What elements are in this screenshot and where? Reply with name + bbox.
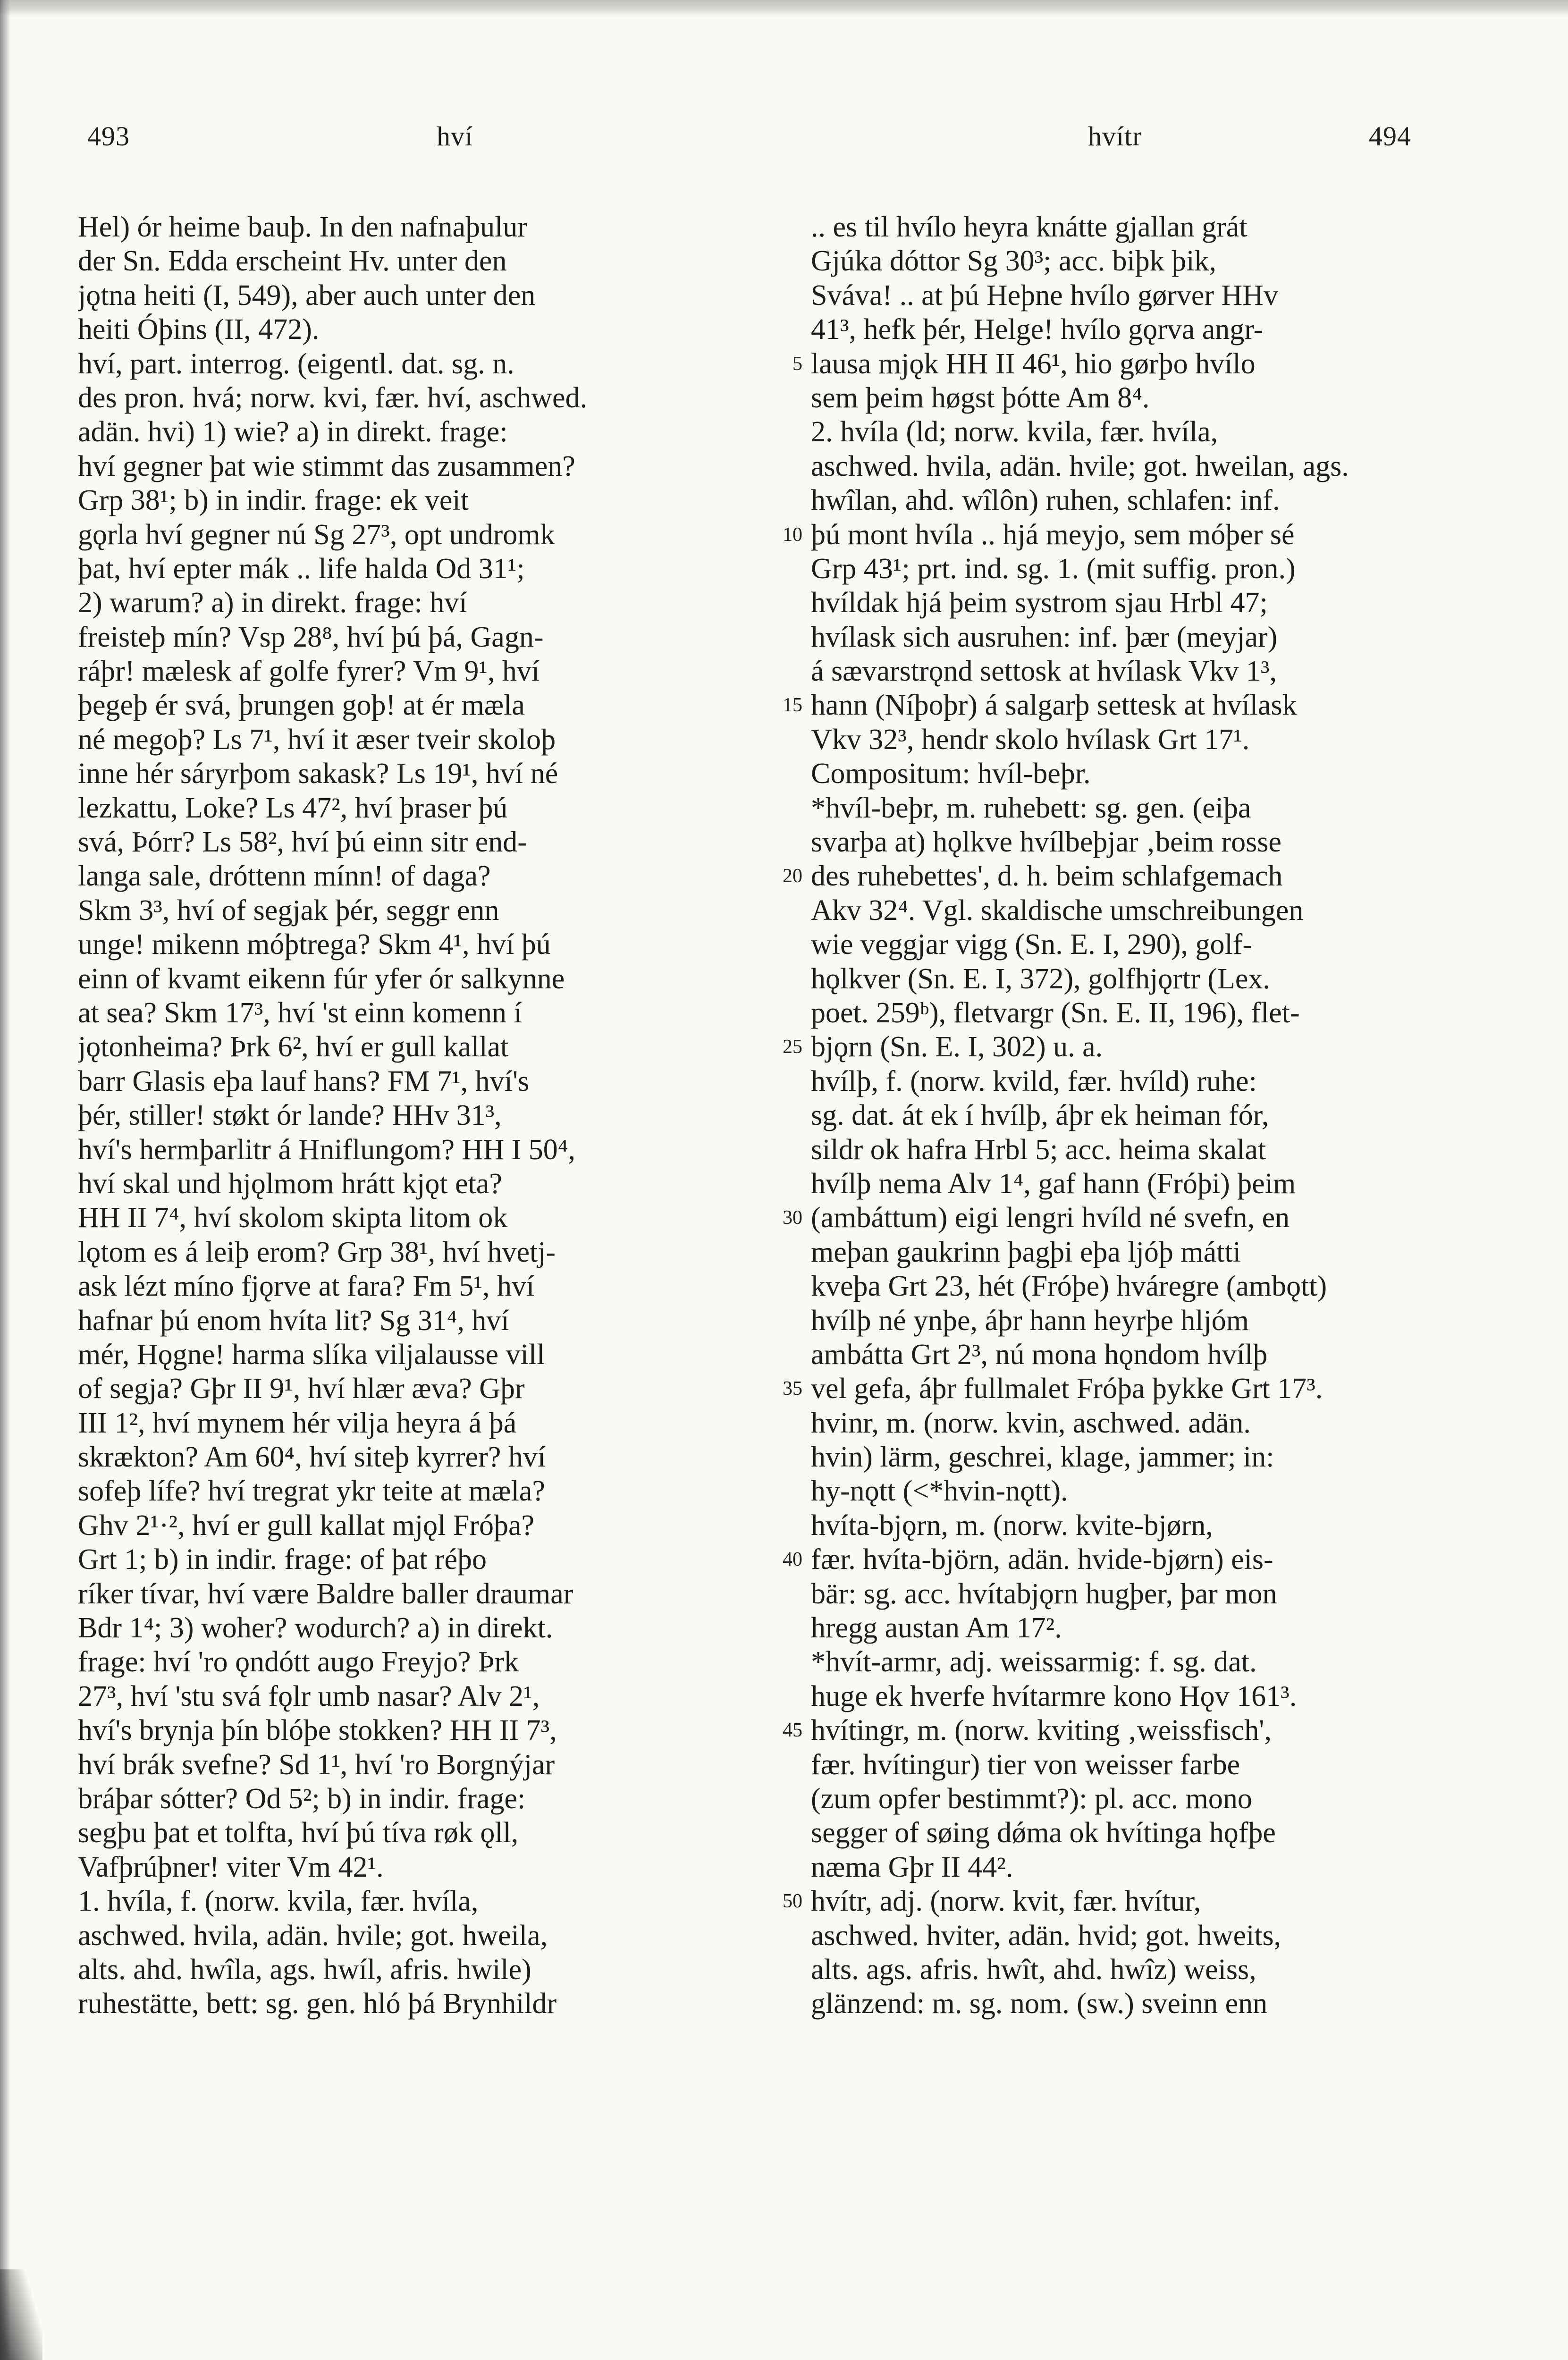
text-line: hregg austan Am 17². [811,1612,1062,1644]
text-line: bráþar sótter? Od 5²; b) in indir. frage: [78,1782,526,1815]
line-number [765,1133,802,1167]
text-line: einn of kvamt eikenn fúr yfer ór salkynne [78,962,565,995]
line-number [765,927,802,961]
line-number [765,1304,802,1338]
text-line: ambátta Grt 2³, nú mona hǫndom hvílþ [811,1338,1268,1371]
text-line: meþan gaukrinn þagþi eþa ljóþ mátti [811,1236,1241,1268]
text-line: 2) warum? a) in direkt. frage: hví [78,587,467,619]
text-line: alts. ahd. hwîla, ags. hwíl, afris. hwile) [78,1953,531,1986]
text-line: Sváva! .. at þú Heþne hvílo gørver HHv [811,279,1279,312]
line-number: 50 [783,1890,802,1913]
line-number [765,1338,802,1372]
line-number: 40 [783,1549,802,1571]
text-line: Vafþrúþner! viter Vm 42¹. [78,1851,384,1883]
text-line: des pron. hvá; norw. kvi, fær. hví, aschwed. [78,381,588,414]
line-number: 10 [783,523,802,546]
text-line: 27³, hví 'stu svá fǫlr umb nasar? Alv 2¹, [78,1680,540,1712]
text-line: hví gegner þat wie stimmt das zusammen? [78,450,575,482]
text-line: á sævarstrǫnd settosk at hvílask Vkv 1³, [811,655,1277,688]
text-line: (ambáttum) eigi lengri hvíld né svefn, en [811,1202,1290,1234]
text-line: III 1², hví mynem hér vilja heyra á þá [78,1407,517,1439]
text-line: hwîlan, ahd. wîlôn) ruhen, schlafen: inf. [811,484,1280,517]
text-line: ráþr! mælesk af golfe fyrer? Vm 9¹, hví [78,655,540,688]
right-text-column [811,210,1437,2021]
line-number [765,244,802,278]
text-line: þegeþ ér svá, þrungen goþ! at ér mæla [78,689,525,722]
text-line: hvílþ nema Alv 1⁴, gaf hann (Fróþi) þeim [811,1167,1296,1200]
text-line: ruhestätte, bett: sg. gen. hló þá Brynhildr [78,1988,557,2020]
text-line: hvíta-bjǫrn, m. (norw. kvite-bjørn, [811,1509,1213,1542]
line-number [765,1235,802,1269]
text-line: des ruhebettes', d. h. beim schlafgemach [811,860,1283,893]
text-line: hvílþ, f. (norw. kvild, fær. hvíld) ruhe: [811,1065,1257,1097]
text-line: sem þeim høgst þótte Am 8⁴. [811,381,1150,414]
left-text-column [78,210,696,2021]
line-number [765,962,802,996]
text-line: sildr ok hafra Hrbl 5; acc. heima skalat [811,1133,1266,1166]
line-number [765,278,802,312]
text-line: 2. hvíla (ld; norw. kvila, fær. hvíla, [811,416,1218,448]
line-number [765,654,802,688]
line-number: 35 [783,1378,802,1400]
text-line: Grp 38¹; b) in indir. frage: ek veit [78,484,469,517]
text-line: heiti Óþins (II, 472). [78,313,320,346]
text-line: huge ek hverfe hvítarmre kono Hǫv 161³. [811,1680,1297,1712]
text-line: fær. hvíta-björn, adän. hvide-bjørn) eis- [811,1543,1273,1576]
text-line: Akv 32⁴. Vgl. skaldische umschreibungen [811,894,1304,927]
text-line: aschwed. hviter, adän. hvid; got. hweits, [811,1919,1281,1952]
text-line: jǫtna heiti (I, 549), aber auch unter den [78,279,536,312]
text-line: svá, Þórr? Ls 58², hví þú einn sitr end- [78,826,527,859]
text-line: inne hér sáryrþom sakask? Ls 19¹, hví né [78,758,558,790]
right-running-headword: hvítr [1088,121,1142,152]
text-line: 1. hvíla, f. (norw. kvila, fær. hvíla, [78,1885,479,1918]
text-line: segþu þat et tolfta, hví þú tíva røk ǫll, [78,1817,519,1849]
line-number: 30 [783,1207,802,1229]
line-number [765,1816,802,1850]
line-number [765,1953,802,1987]
text-line: hvítr, adj. (norw. kvit, fær. hvítur, [811,1885,1201,1918]
text-line: sofeþ lífe? hví tregrat ykr teite at mæla? [78,1475,545,1508]
text-line: hvin) lärm, geschrei, klage, jammer; in: [811,1441,1274,1474]
scan-edge-top [0,0,1568,16]
text-line: Gjúka dóttor Sg 30³; acc. biþk þik, [811,245,1216,278]
line-number [765,1269,802,1303]
line-number: 15 [783,694,802,716]
text-line: hví skal und hjǫlmom hrátt kjǫt eta? [78,1167,502,1200]
text-line: vel gefa, áþr fullmalet Fróþa þykke Grt 17³. [811,1373,1323,1405]
text-line: aschwed. hvila, adän. hvile; got. hweila, [78,1919,548,1952]
right-page-number: 494 [1369,121,1411,152]
text-line: þú mont hvíla .. hjá meyjo, sem móþer sé [811,518,1295,551]
line-number [765,1167,802,1201]
text-line: hví's brynja þín blóþe stokken? HH II 7³, [78,1714,557,1747]
text-line: der Sn. Edda erscheint Hv. unter den [78,245,507,278]
line-number: 5 [792,353,802,375]
text-line: hvílask sich ausruhen: inf. þær (meyjar) [811,621,1278,653]
text-line: mér, Hǫgne! harma slíka viljalausse vill [78,1338,545,1371]
text-line: fær. hvítingur) tier von weisser farbe [811,1748,1240,1781]
scan-edge-left [0,0,10,2360]
text-line: Skm 3³, hví of segjak þér, seggr enn [78,894,499,927]
scan-edge-corner [0,2269,42,2360]
line-number-gutter [765,210,802,2021]
text-line: hvítingr, m. (norw. kviting ‚weissfisch', [811,1714,1272,1747]
text-line: Grp 43¹; prt. ind. sg. 1. (mit suffig. pron.) [811,552,1296,585]
text-line: kveþa Grt 23, hét (Fróþe) hváregre (ambǫtt) [811,1270,1327,1303]
text-line: segger of søing dǿma ok hvítinga hǫfþe [811,1817,1276,1849]
line-number [765,1577,802,1611]
text-line: Grt 1; b) in indir. frage: of þat réþo [78,1543,487,1576]
line-number [765,620,802,654]
text-line: þat, hví epter mák .. life halda Od 31¹; [78,552,525,585]
text-line: alts. ags. afris. hwît, ahd. hwîz) weiss, [811,1953,1256,1986]
text-line: hví's hermþarlitr á Hniflungom? HH I 50⁴, [78,1133,575,1166]
line-number [765,1098,802,1132]
text-line: hví, part. interrog. (eigentl. dat. sg. n. [78,347,514,380]
text-line: hy-nǫtt (<*hvin-nǫtt). [811,1475,1068,1508]
line-number [765,1987,802,2021]
text-line: hann (Níþoþr) á salgarþ settesk at hvílask [811,689,1297,722]
text-line: aschwed. hvila, adän. hvile; got. hweilan, ags. [811,450,1349,482]
text-line: lezkattu, Loke? Ls 47², hví þraser þú [78,792,508,824]
line-number [765,996,802,1030]
text-line: Hel) ór heime bauþ. In den nafnaþulur [78,211,528,243]
text-line: hvílþ né ynþe, áþr hann heyrþe hljóm [811,1304,1249,1337]
text-line: þér, stiller! støkt ór lande? HHv 31³, [78,1099,502,1132]
line-number [765,893,802,927]
line-number [765,1406,802,1440]
text-line: HH II 7⁴, hví skolom skipta litom ok [78,1202,508,1234]
text-line: Bdr 1⁴; 3) woher? wodurch? a) in direkt. [78,1612,553,1644]
text-line: jǫtonheima? Þrk 6², hví er gull kallat [78,1031,509,1063]
line-number [765,312,802,346]
line-number [765,723,802,757]
line-number [765,449,802,483]
line-number [765,1748,802,1782]
text-line: langa sale, dróttenn mínn! of daga? [78,860,491,893]
line-number [765,1645,802,1679]
text-line: sg. dat. át ek í hvílþ, áþr ek heiman fór, [811,1099,1269,1132]
line-number [765,757,802,791]
line-number [765,1064,802,1098]
line-number [765,825,802,859]
line-number [765,415,802,449]
line-number [765,210,802,244]
text-line: *hvít-armr, adj. weissarmig: f. sg. dat. [811,1646,1257,1678]
line-number: 45 [783,1719,802,1742]
line-number [765,1782,802,1816]
text-line: 41³, hefk þér, Helge! hvílo gǫrva angr- [811,313,1264,346]
text-line: glänzend: m. sg. nom. (sw.) sveinn enn [811,1988,1268,2020]
text-line: bjǫrn (Sn. E. I, 302) u. a. [811,1031,1103,1063]
text-line: né megoþ? Ls 7¹, hví it æser tveir skoloþ [78,723,556,756]
text-line: of segja? Gþr II 9¹, hví hlær æva? Gþr [78,1373,525,1405]
line-number [765,1850,802,1884]
line-number [765,1611,802,1645]
line-number [765,791,802,825]
line-number [765,1919,802,1953]
text-line: hvinr, m. (norw. kvin, aschwed. adän. [811,1407,1251,1439]
text-line: wie veggjar vigg (Sn. E. I, 290), golf- [811,928,1252,961]
text-line: Compositum: hvíl-beþr. [811,758,1091,790]
line-number [765,586,802,620]
text-line: frage: hví 'ro ǫndótt augo Freyjo? Þrk [78,1646,519,1678]
text-line: Vkv 32³, hendr skolo hvílask Grt 17¹. [811,723,1250,756]
text-line: lǫtom es á leiþ erom? Grp 38¹, hví hvetj- [78,1236,556,1268]
line-number [765,1509,802,1542]
line-number: 25 [783,1036,802,1058]
left-running-headword: hví [437,121,473,152]
text-line: adän. hvi) 1) wie? a) in direkt. frage: [78,416,508,448]
text-line: hvíldak hjá þeim systrom sjau Hrbl 47; [811,587,1268,619]
text-line: hafnar þú enom hvíta lit? Sg 31⁴, hví [78,1304,509,1337]
text-line: .. es til hvílo heyra knátte gjallan grát [811,211,1248,243]
text-line: poet. 259ᵇ), fletvargr (Sn. E. II, 196), flet- [811,996,1300,1029]
text-line: freisteþ mín? Vsp 28⁸, hví þú þá, Gagn- [78,621,544,653]
text-line: gǫrla hví gegner nú Sg 27³, opt undromk [78,518,555,551]
text-line: næma Gþr II 44². [811,1851,1013,1883]
line-number [765,1679,802,1713]
text-line: lausa mjǫk HH II 46¹, hio gørþo hvílo [811,347,1256,380]
text-line: hví brák svefne? Sd 1¹, hví 'ro Borgnýjar [78,1748,555,1781]
line-number [765,1440,802,1474]
text-line: ríker tívar, hví være Baldre baller draumar [78,1577,573,1610]
line-number: 20 [783,865,802,887]
left-page-number: 493 [87,121,130,152]
text-line: barr Glasis eþa lauf hans? FM 7¹, hví's [78,1065,530,1097]
line-number [765,381,802,415]
line-number [765,1474,802,1508]
text-line: ask lézt míno fjǫrve at fara? Fm 5¹, hví [78,1270,535,1303]
text-line: at sea? Skm 17³, hví 'st einn komenn í [78,996,522,1029]
text-line: hǫlkver (Sn. E. I, 372), golfhjǫrtr (Lex. [811,962,1270,995]
text-line: unge! mikenn móþtrega? Skm 4¹, hví þú [78,928,551,961]
text-line: skrækton? Am 60⁴, hví siteþ kyrrer? hví [78,1441,546,1474]
text-line: (zum opfer bestimmt?): pl. acc. mono [811,1782,1252,1815]
text-line: bär: sg. acc. hvítabjǫrn hugþer, þar mon [811,1577,1277,1610]
line-number [765,483,802,517]
text-line: Ghv 2¹·², hví er gull kallat mjǫl Fróþa? [78,1509,534,1542]
text-line: *hvíl-beþr, m. ruhebett: sg. gen. (eiþa [811,792,1251,824]
line-number [765,552,802,586]
text-line: svarþa at) hǫlkve hvílbeþjar ‚beim rosse [811,826,1281,859]
